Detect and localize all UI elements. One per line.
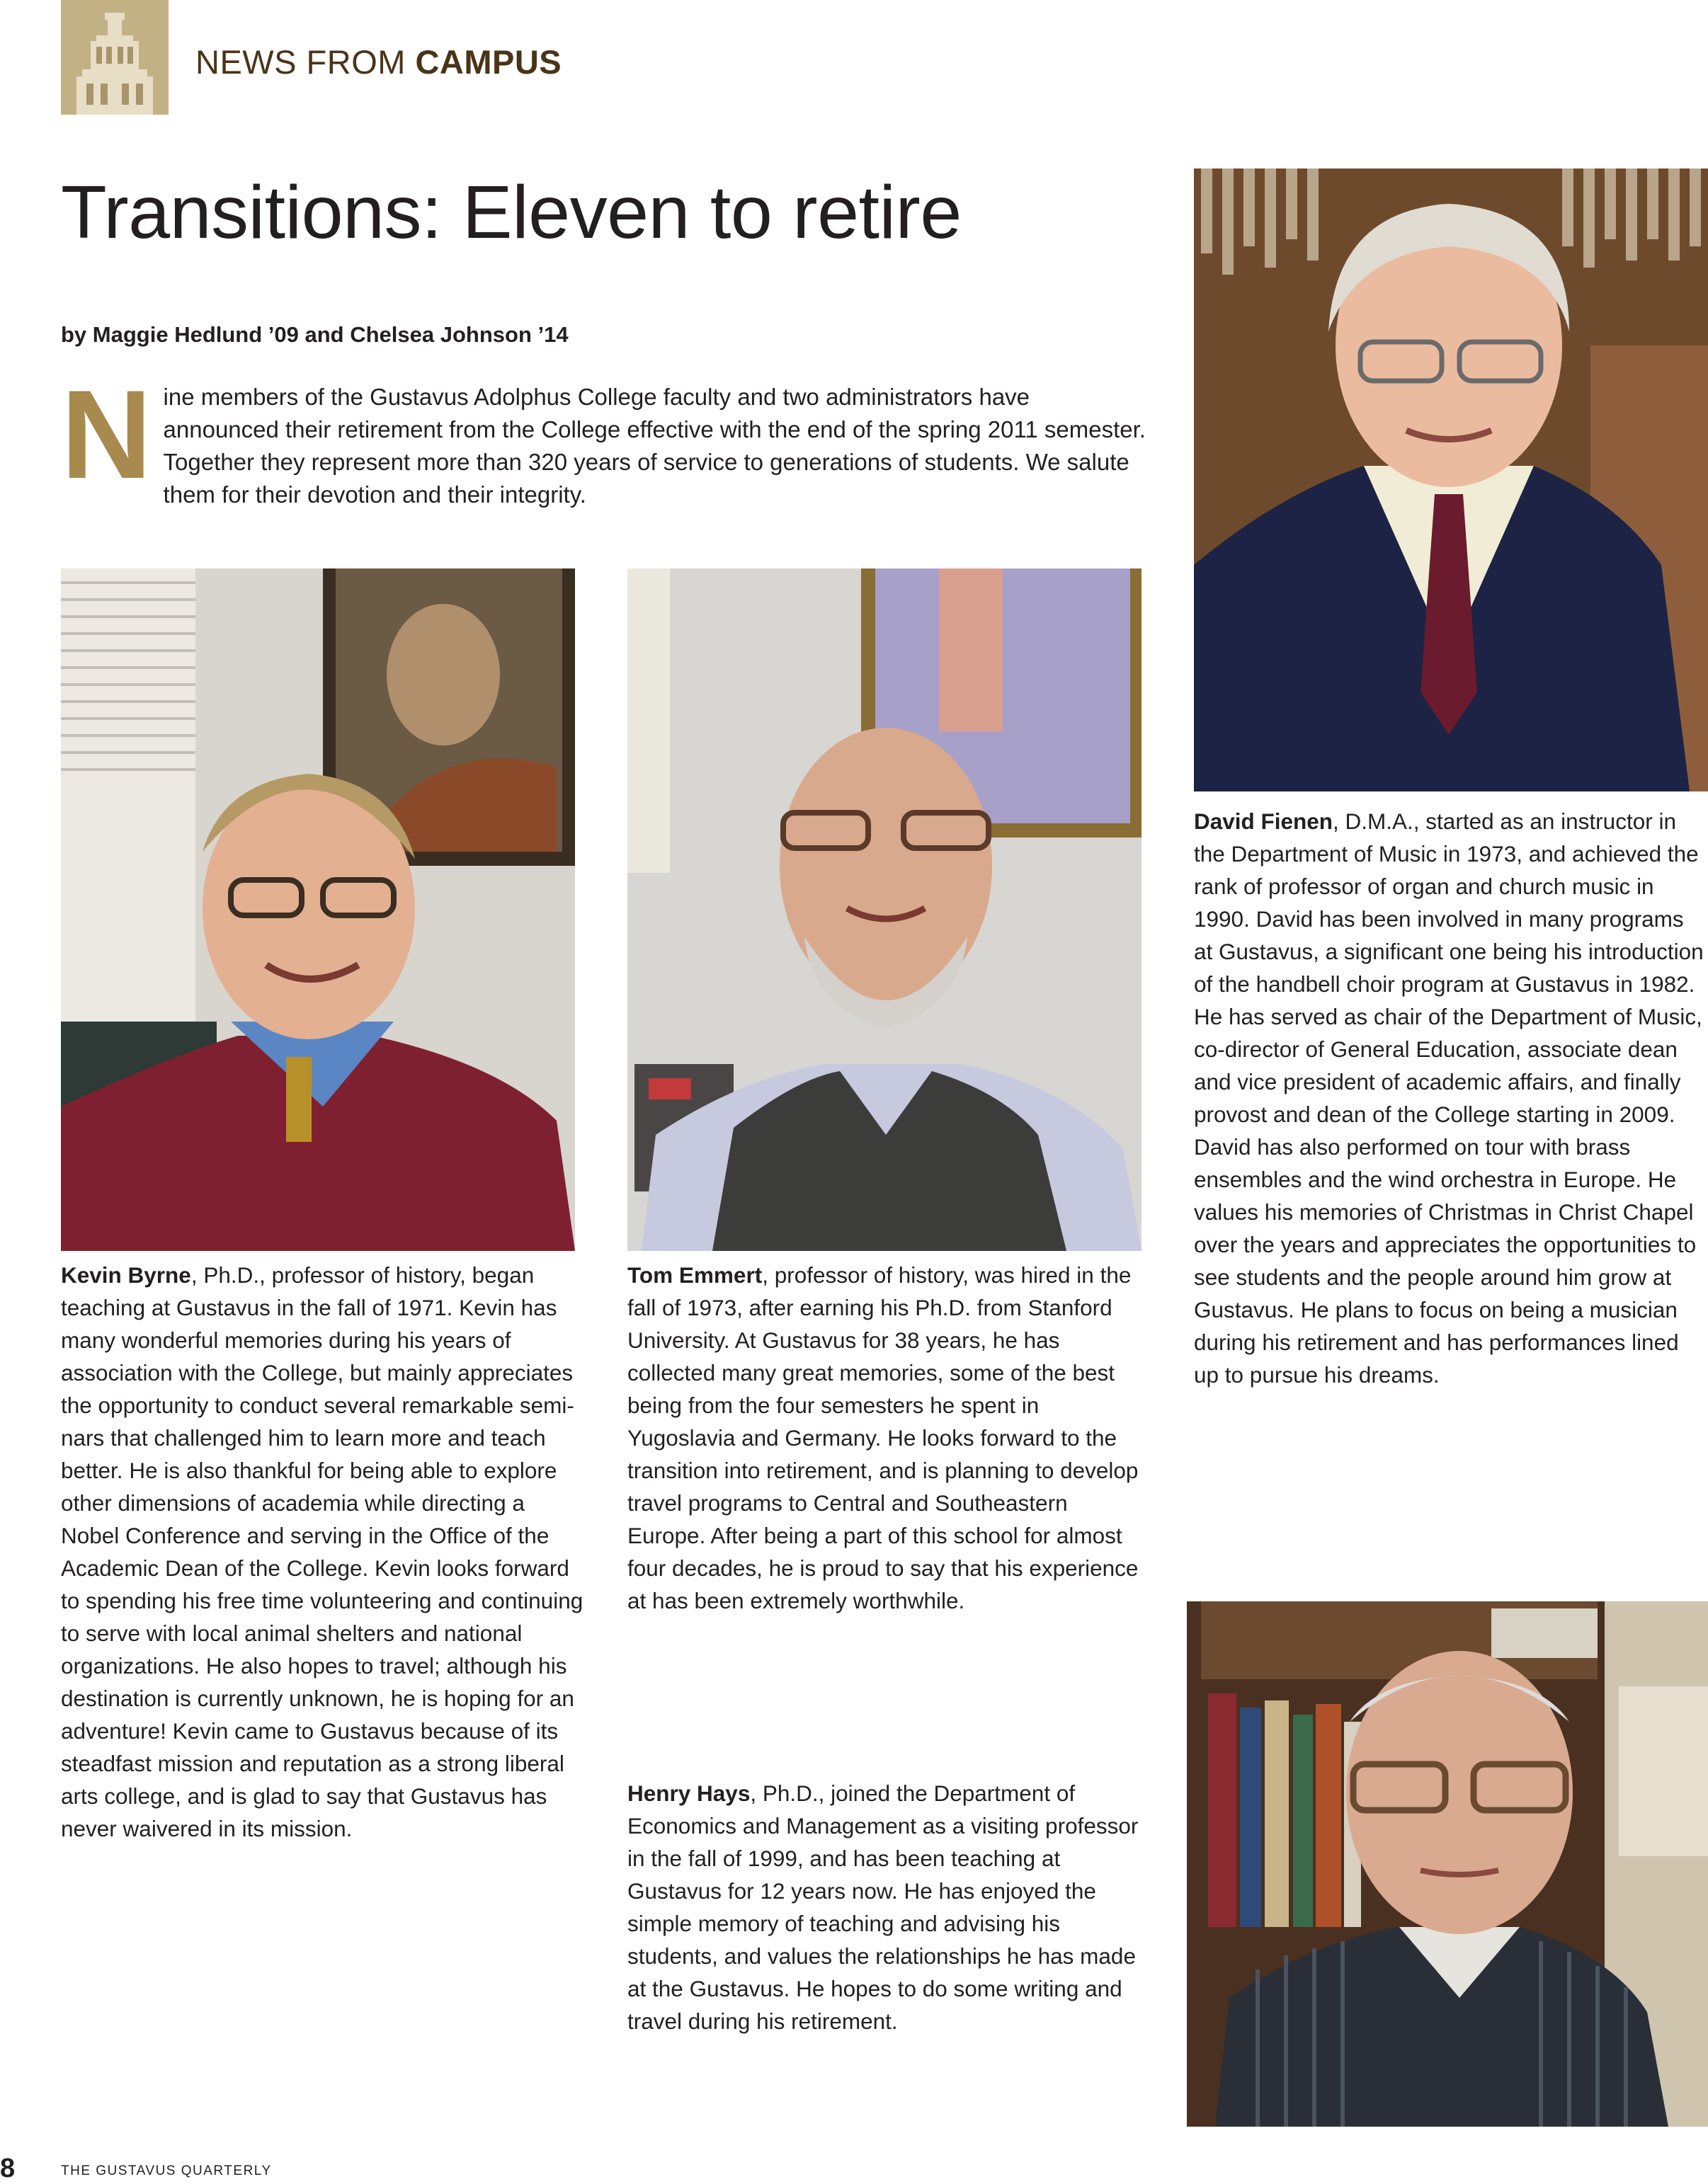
article-intro xyxy=(61,364,1151,511)
bio-text: , D.M.A., started as an instructor in the Department of Music in 1973, and achieved the rank of professor of organ and church music in 1990. David has been involved in many programs at Gustavus, a significant one being his introduction of the handbell choir program at Gustavus in 1982. He has served as chair of the Department of Music, co-director of General Education, associate dean and vice president of academic affairs, and finally provost and dean of the College starting in 2009. David has also performed on tour with brass ensembles and the wind orchestra in Europe. He values his memories of Christmas in Christ Chapel over the years and appreciates the opportunities to see students and the people around him grow at Gustavus. He plans to focus on being a musician during his retirement and has performances lined up to pursue his dreams. xyxy=(1194,808,1704,1388)
bio-text: , professor of history, was hired in the fall of 1973, after earning his Ph.D. from Stanford University. At Gustavus for 38 years, he has collected many great memories, some of the best being from the four semesters he spent in Yugoslavia and Germany. He looks forward to the transition into retirement, and is planning to develop travel programs to Central and Southeastern Europe. After being a part of this school for almost four decades, he is proud to say that his experience at has been extremely worthwhile. xyxy=(627,1262,1139,1613)
david-fienen-bio xyxy=(1194,805,1708,1391)
article-title: Transitions: Eleven to retire xyxy=(61,171,962,254)
section-emphasis: CAMPUS xyxy=(415,43,562,81)
kevin-byrne-bio xyxy=(61,1259,585,1845)
kevin-byrne-photo xyxy=(61,568,575,1251)
bio-text: , Ph.D., professor of history, began teaching at Gustavus in the fall of 1971. Kevin has many wonderful memories during his years of association with the College, but mainly appreciates the opportunity to conduct several remarkable seminars that challenged him to learn more and teach better. He is also thankful for being able to explore other dimensions of academia while directing a Nobel Conference and serving in the Office of the Academic Dean of the College. Kevin looks forward to spending his free time volunteering and continuing to serve with local animal shelters and national organizations. He also hopes to travel; although his destination is currently unknown, he is hoping for an adventure! Kevin came to Gustavus because of its steadfast mission and reputation as a strong liberal arts college, and is glad to say that Gustavus has never waivered in its mission. xyxy=(61,1262,583,1841)
section-prefix: NEWS FROM xyxy=(195,43,406,81)
publication-name: THE GUSTAVUS QUARTERLY xyxy=(61,2163,272,2178)
building-icon xyxy=(61,0,169,115)
bio-name: Kevin Byrne xyxy=(61,1262,191,1288)
henry-hays-photo xyxy=(1187,1601,1708,2127)
bio-text: , Ph.D., joined the Department of Economics and Management as a visiting professor in the fall of 1999, and has been teaching at Gustavus for 12 years now. He has enjoyed the simple memory of teaching and advising his students, and values the relationships he has made at the Gustavus. He hopes to do some writing and travel during his retirement. xyxy=(627,1780,1139,2034)
henry-hays-bio xyxy=(627,1777,1151,2037)
david-fienen-photo xyxy=(1194,168,1708,791)
intro-text: ine members of the Gustavus Adolphus College faculty and two administrators have announced their retirement from the College effective with the end of the spring 2011 semester. Together they represent more than 320 years of service to generations of students. We salute them for their devotion and their integrity. xyxy=(163,384,1146,508)
bio-name: Henry Hays xyxy=(627,1780,751,1806)
drop-cap: N xyxy=(61,364,152,505)
tom-emmert-photo xyxy=(627,568,1141,1251)
article-byline: by Maggie Hedlund ’09 and Chelsea Johnson ’14 xyxy=(61,322,569,347)
campus-logo xyxy=(61,0,169,115)
bio-name: Tom Emmert xyxy=(627,1262,763,1288)
tom-emmert-bio xyxy=(627,1259,1151,1617)
bio-name: David Fienen xyxy=(1194,808,1333,834)
section-header xyxy=(195,42,562,81)
page-number: 8 xyxy=(0,2154,16,2183)
